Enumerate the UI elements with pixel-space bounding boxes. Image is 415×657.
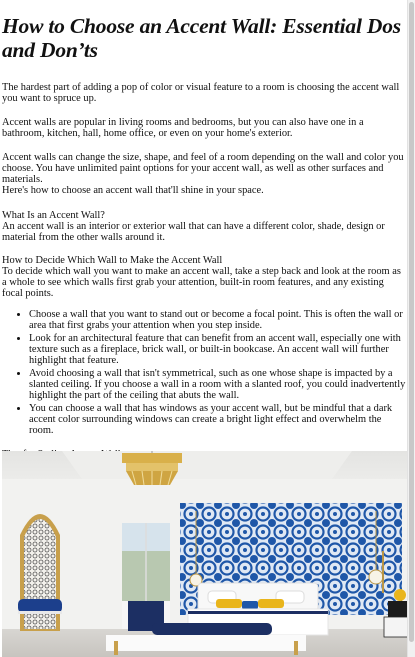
article [2, 0, 406, 471]
heading-how-to-decide: How to Decide Which Wall to Make the Accent Wall [2, 255, 223, 266]
scrollbar-thumb[interactable] [409, 2, 414, 642]
bedroom-illustration [2, 451, 408, 657]
paragraph-heres-how: Here's how to choose an accent wall that'll shine in your space. [2, 185, 264, 196]
paragraph-accent-popular: Accent walls are popular in living rooms and bedrooms, but you can also have one in a bathroom, kitchen, hall, home office, or even on your home's exterior. [2, 117, 364, 139]
list-item: • Choose a wall that you want to stand out or become a focal point. This is often the wall or area that first grabs your attention when you step inside. [29, 309, 406, 331]
paragraph-how-to-decide: To decide which wall you want to make an accent wall, take a step back and look at the room as a whole to see which walls first grab your attention, built-in room features, and any existing focal points. [2, 266, 401, 299]
vertical-scrollbar[interactable] [407, 0, 415, 657]
paragraph-what-is-accent-wall: An accent wall is an interior or exterior wall that can have a different color, shade, design or material from the other walls around it. [2, 221, 385, 243]
heading-what-is-accent-wall: What Is an Accent Wall? [2, 210, 105, 221]
list-item: • Avoid choosing a wall that isn't symmetrical, such as one whose shape is impacted by a slanted ceiling. If you choose a wall in a room with a slanted roof, you could inadvertently highlight the part of the ceiling that abuts the wall. [29, 368, 406, 401]
bedroom-photo [2, 451, 408, 657]
bench [152, 623, 272, 635]
intro-paragraph: The hardest part of adding a pop of color or visual feature to a room is choosing the accent wall you want to spruce up. [2, 82, 400, 104]
paragraph-accent-change: Accent walls can change the size, shape, and feel of a room depending on the wall and color you choose. You have unlimited paint options for your accent wall, as well as other surfaces and materials. [2, 152, 404, 185]
list-item: • You can choose a wall that has windows as your accent wall, but be mindful that a dark accent color surrounding windows can create a bright light effect and overwhelm the room. [29, 403, 406, 436]
list-item: • Look for an architectural feature that can benefit from an accent wall, especially one with texture such as a fireplace, brick wall, or built-in bookcase. An accent wall will further highlight that feature. [29, 333, 406, 366]
tips-list [2, 309, 406, 436]
article-title: How to Choose an Accent Wall: Essential Dos and Don’ts [2, 14, 401, 62]
